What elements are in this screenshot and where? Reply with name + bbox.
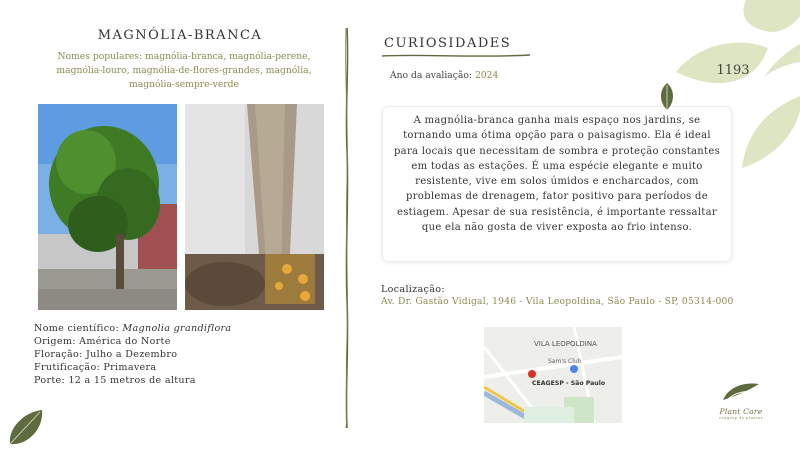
origin: Origem: América do Norte (34, 336, 171, 347)
vertical-divider (340, 28, 354, 428)
plant-details (34, 322, 334, 387)
popular-names: Nomes populares: magnólia-branca, magnólia-perene, magnólia-louro, magnólia-de-flores-grandes, magnólia, magnólia-sempre-verde (56, 51, 312, 90)
location-map[interactable] (484, 327, 622, 423)
plant-number-badge: 1193 (716, 63, 750, 78)
heading-underline (382, 52, 530, 60)
logo-subtitle: ceagesp de plantas (719, 416, 763, 420)
location-pin-icon[interactable] (528, 370, 536, 378)
store-pin-icon (570, 365, 578, 373)
plant-care-logo (704, 380, 778, 430)
leaf-corner-icon (6, 408, 46, 448)
curiosities-text: A magnólia-branca ganha mais espaço nos jardins, se tornando uma ótima opção para o paisagismo. Ela é ideal para locais que necessitam de sombra e proteção constantes em todas as estações. É uma espécie elegante e muito resistente, vive em solos úmidos e encharcados, com problemas de drenagem, fator positivo para períodos de estiagem. Apesar de sua resistência, é importante ressaltar que ela não gosta de viver exposta ao frio intenso. (382, 106, 732, 262)
map-pin-label: CEAGESP - São Paulo (532, 380, 606, 387)
decorative-leaves-icon (668, 0, 800, 175)
trunk-photo (185, 104, 324, 310)
map-store: Sam's Club (548, 358, 582, 365)
logo-name: Plant Care (719, 407, 763, 416)
tree-photo (38, 104, 177, 310)
location-label: Localização: (381, 284, 445, 295)
logo-leaves-icon (721, 380, 761, 402)
flowering: Floração: Julho a Dezembro (34, 349, 178, 360)
scientific-value: Magnolia grandiflora (122, 323, 232, 334)
scientific-name: Nome científico: Magnolia grandiflora (34, 323, 232, 334)
year-value: 2024 (474, 70, 499, 81)
map-district: VILA LEOPOLDINA (534, 340, 597, 348)
curiosities-heading: CURIOSIDADES (384, 36, 512, 51)
small-leaf-icon (658, 82, 676, 112)
fruiting: Frutificação: Primavera (34, 362, 157, 373)
plant-title: MAGNÓLIA-BRANCA (97, 28, 263, 43)
size: Porte: 12 a 15 metros de altura (34, 375, 196, 386)
evaluation-year: Ano da avaliação: 2024 (390, 70, 499, 81)
location-address[interactable]: Av. Dr. Gastão Vidigal, 1946 - Vila Leopoldina, São Paulo - SP, 05314-000 (381, 296, 734, 307)
